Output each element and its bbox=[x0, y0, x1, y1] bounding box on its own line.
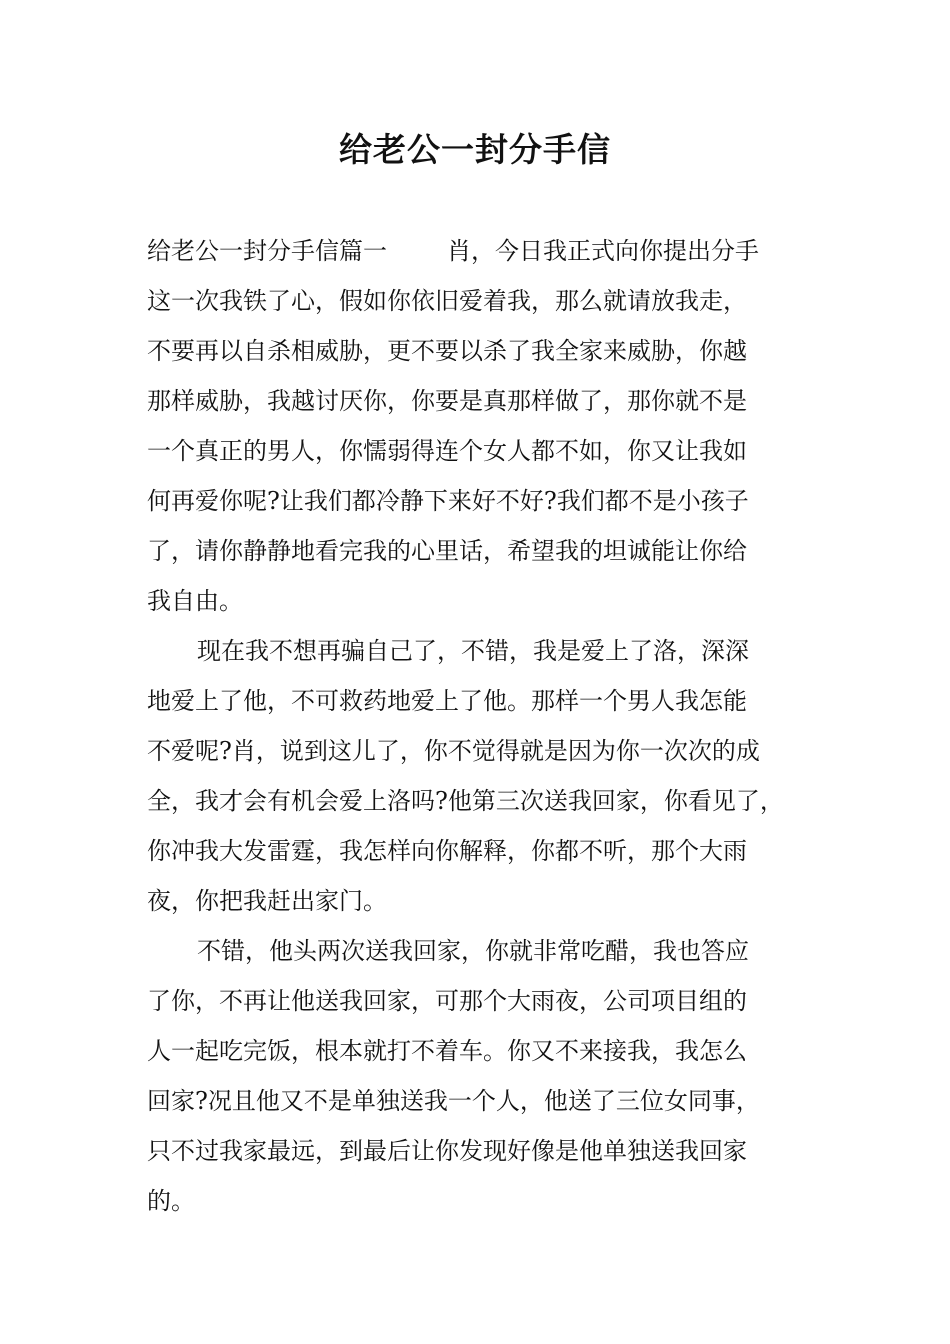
section-heading-inline: 给老公一封分手信篇一 bbox=[147, 237, 387, 265]
paragraph-line: 了，请你静静地看完我的心里话，希望我的坦诚能让你给 bbox=[147, 537, 747, 565]
paragraph-line: 全，我才会有机会爱上洛吗?他第三次送我回家，你看见了， bbox=[147, 787, 784, 815]
paragraph-line: 不错，他头两次送我回家，你就非常吃醋，我也答应 bbox=[197, 937, 749, 965]
paragraph-line: 回家?况且他又不是单独送我一个人，他送了三位女同事， bbox=[147, 1087, 760, 1115]
paragraph-line: 一个真正的男人，你懦弱得连个女人都不如，你又让我如 bbox=[147, 437, 747, 465]
paragraph-line: 只不过我家最远，到最后让你发现好像是他单独送我回家 bbox=[147, 1137, 747, 1165]
paragraph-line: 人一起吃完饭，根本就打不着车。你又不来接我，我怎么 bbox=[147, 1037, 747, 1065]
document-body bbox=[147, 226, 827, 1226]
paragraph-line: 夜，你把我赶出家门。 bbox=[147, 887, 387, 915]
paragraph-line: 的。 bbox=[147, 1187, 195, 1215]
document-title: 给老公一封分手信 bbox=[339, 130, 611, 169]
paragraph-line: 了你，不再让他送我回家，可那个大雨夜，公司项目组的 bbox=[147, 987, 747, 1015]
paragraph-line-text: 肖，今日我正式向你提出分手 bbox=[447, 237, 759, 265]
paragraph-line: 现在我不想再骗自己了，不错，我是爱上了洛，深深 bbox=[197, 637, 749, 665]
paragraph-line: 你冲我大发雷霆，我怎样向你解释，你都不听，那个大雨 bbox=[147, 837, 747, 865]
paragraph-line: 地爱上了他，不可救药地爱上了他。那样一个男人我怎能 bbox=[147, 687, 747, 715]
paragraph-line: 不要再以自杀相威胁，更不要以杀了我全家来威胁，你越 bbox=[147, 337, 747, 365]
paragraph-line: 何再爱你呢?让我们都冷静下来好不好?我们都不是小孩子 bbox=[147, 487, 749, 515]
paragraph-line: 不爱呢?肖，说到这儿了，你不觉得就是因为你一次次的成 bbox=[147, 737, 760, 765]
paragraph-line: 那样威胁，我越讨厌你，你要是真那样做了，那你就不是 bbox=[147, 387, 747, 415]
paragraph-line: 我自由。 bbox=[147, 587, 243, 615]
paragraph-line: 这一次我铁了心，假如你依旧爱着我，那么就请放我走， bbox=[147, 287, 747, 315]
paragraph-line bbox=[147, 226, 827, 276]
